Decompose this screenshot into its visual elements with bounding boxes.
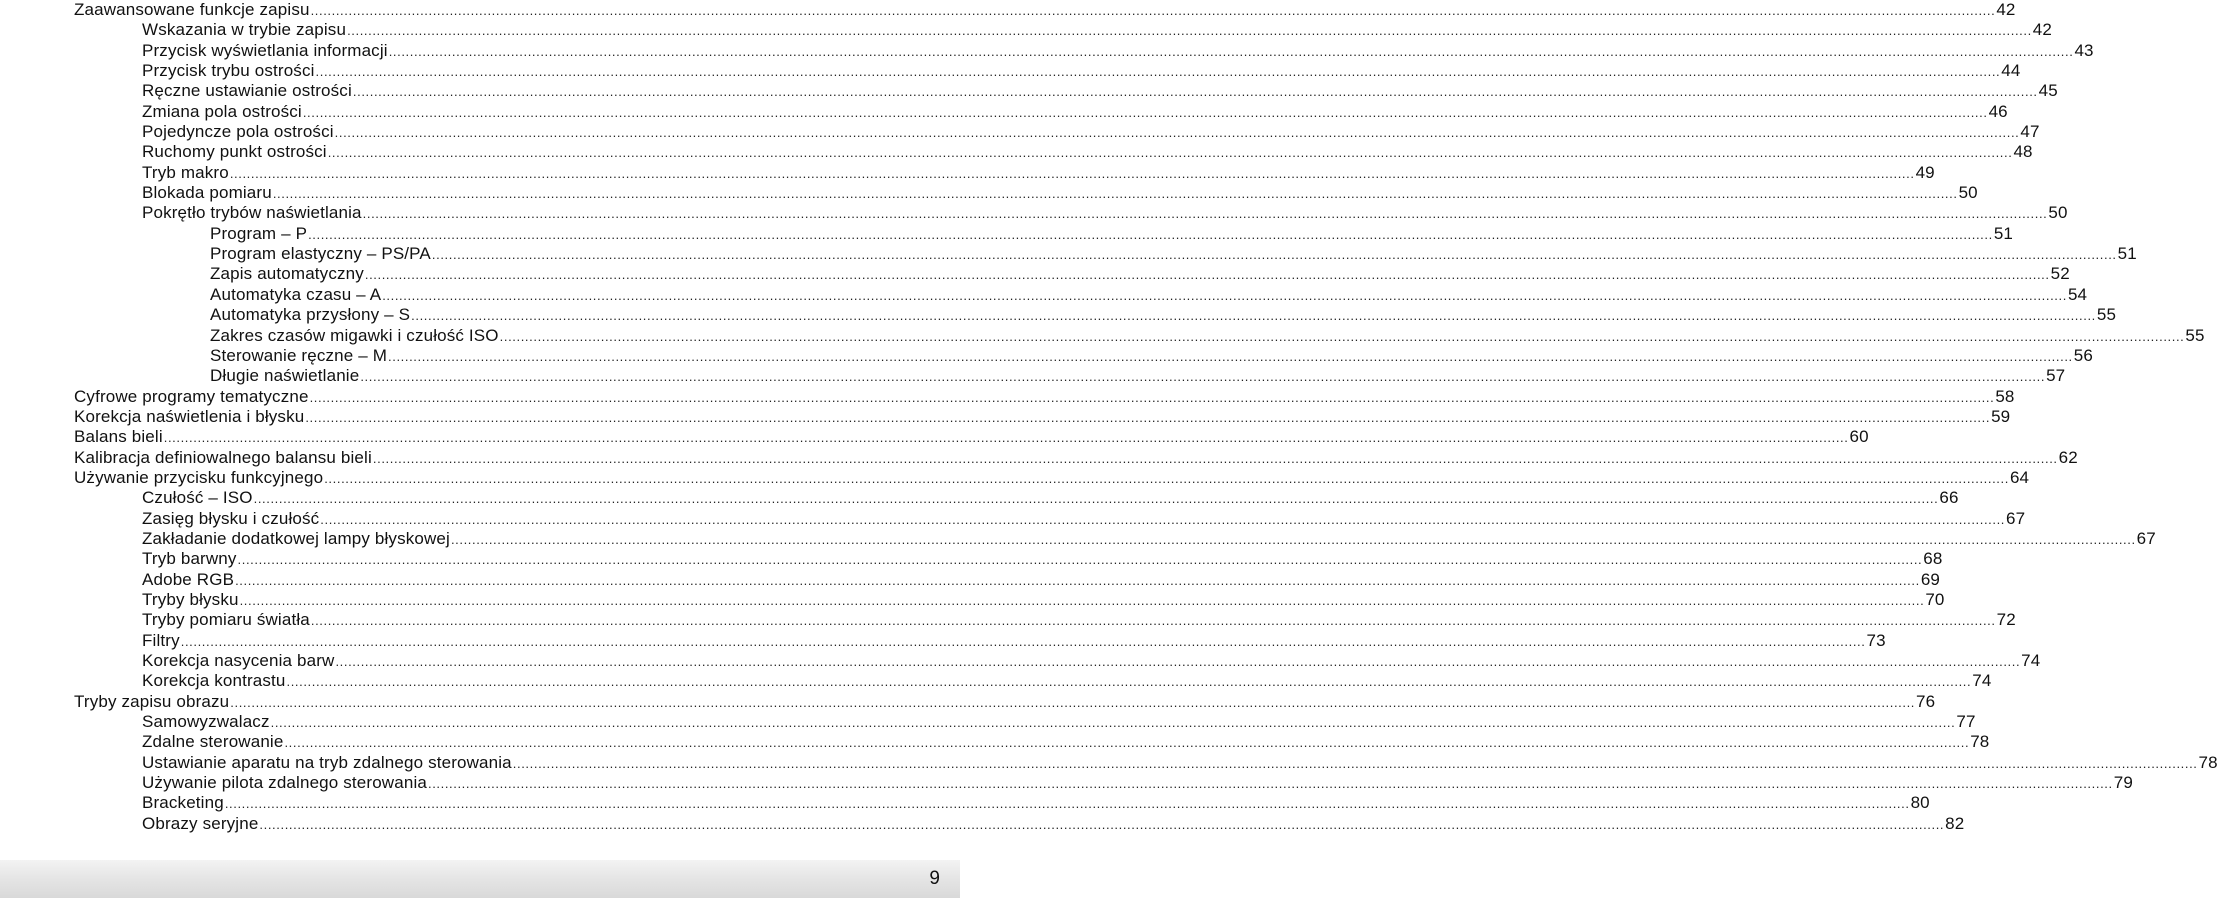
toc-entry[interactable] xyxy=(74,142,2033,162)
toc-entry-title: Korekcja nasycenia barw xyxy=(142,651,335,670)
toc-dot-leader: ................................................................................................................................................................................................................................................................................................................................................................................................................ xyxy=(229,165,1915,181)
toc-dot-leader: ................................................................................................................................................................................................................................................................................................................................................................................................................ xyxy=(180,633,1866,649)
toc-dot-leader: ................................................................................................................................................................................................................................................................................................................................................................................................................ xyxy=(427,776,2113,792)
toc-entry-title: Blokada pomiaru xyxy=(142,183,272,203)
toc-entry-page: 79 xyxy=(2113,773,2133,793)
toc-entry[interactable] xyxy=(74,305,2117,325)
toc-dot-leader: ................................................................................................................................................................................................................................................................................................................................................................................................................ xyxy=(237,552,1923,568)
toc-entry[interactable] xyxy=(74,427,1869,447)
toc-entry-title: Bracketing xyxy=(142,793,224,813)
toc-entry[interactable] xyxy=(74,447,2078,468)
toc-entry[interactable] xyxy=(74,223,2014,244)
toc-entry-title: Zaawansowane funkcje zapisu xyxy=(74,0,310,19)
toc-entry[interactable] xyxy=(74,793,1930,813)
toc-entry-page: 66 xyxy=(1939,488,1959,508)
toc-entry-page: 78 xyxy=(2198,752,2218,772)
toc-entry[interactable] xyxy=(74,264,2070,284)
toc-entry-page: 51 xyxy=(1993,223,2014,243)
toc-entry[interactable] xyxy=(74,569,1941,590)
toc-entry[interactable] xyxy=(74,712,1976,732)
toc-entry[interactable] xyxy=(74,81,2058,101)
toc-entry-title: Tryby zapisu obrazu xyxy=(74,691,230,711)
toc-entry-page: 74 xyxy=(2021,651,2041,670)
toc-dot-leader: ................................................................................................................................................................................................................................................................................................................................................................................................................ xyxy=(310,613,1996,629)
toc-entry-page: 62 xyxy=(2058,447,2078,467)
toc-entry-title: Samowyzwalacz xyxy=(142,712,270,732)
toc-entry[interactable] xyxy=(74,244,2137,264)
toc-entry-title: Zapis automatyczny xyxy=(210,264,364,284)
toc-entry[interactable] xyxy=(74,366,2066,386)
toc-dot-leader: ................................................................................................................................................................................................................................................................................................................................................................................................................ xyxy=(235,572,1920,588)
toc-dot-leader: ................................................................................................................................................................................................................................................................................................................................................................................................................ xyxy=(305,409,1991,425)
toc-entry[interactable] xyxy=(74,732,1990,752)
toc-entry[interactable] xyxy=(74,488,1959,508)
toc-entry[interactable] xyxy=(74,752,2218,773)
toc-dot-leader: ................................................................................................................................................................................................................................................................................................................................................................................................................ xyxy=(327,145,2013,161)
toc-entry-page: 42 xyxy=(2032,20,2053,40)
toc-entry-title: Wskazania w trybie zapisu xyxy=(142,20,347,40)
toc-dot-leader: ................................................................................................................................................................................................................................................................................................................................................................................................................ xyxy=(239,592,1925,608)
toc-entry-page: 43 xyxy=(2074,40,2094,60)
toc-dot-leader: ................................................................................................................................................................................................................................................................................................................................................................................................................ xyxy=(360,369,2046,385)
toc-entry[interactable] xyxy=(74,589,1945,610)
toc-entry-page: 74 xyxy=(1972,671,1992,691)
toc-entry-page: 80 xyxy=(1910,793,1930,813)
toc-entry-title: Adobe RGB xyxy=(142,569,235,589)
toc-dot-leader: ................................................................................................................................................................................................................................................................................................................................................................................................................ xyxy=(512,755,2198,771)
toc-dot-leader: ................................................................................................................................................................................................................................................................................................................................................................................................................ xyxy=(388,348,2073,364)
toc-entry-page: 50 xyxy=(2048,203,2068,223)
toc-entry-page: 48 xyxy=(2013,142,2033,162)
toc-entry[interactable] xyxy=(74,101,2008,122)
toc-entry-page: 45 xyxy=(2038,81,2058,101)
toc-entry[interactable] xyxy=(74,0,2016,20)
toc-entry-title: Pokrętło trybów naświetlania xyxy=(142,203,362,223)
table-of-contents xyxy=(74,0,2218,834)
toc-dot-leader: ................................................................................................................................................................................................................................................................................................................................................................................................................ xyxy=(310,3,1996,18)
toc-entry-page: 68 xyxy=(1923,549,1943,569)
toc-entry-title: Kalibracja definiowalnego balansu bieli xyxy=(74,447,372,467)
toc-entry-title: Ręczne ustawianie ostrości xyxy=(142,81,352,101)
toc-entry-title: Tryb barwny xyxy=(142,549,237,569)
toc-entry-page: 78 xyxy=(1970,732,1990,752)
toc-entry-title: Balans bieli xyxy=(74,427,163,447)
toc-dot-leader: ................................................................................................................................................................................................................................................................................................................................................................................................................ xyxy=(308,226,1993,242)
toc-dot-leader: ................................................................................................................................................................................................................................................................................................................................................................................................................ xyxy=(411,308,2096,324)
toc-entry-title: Ruchomy punkt ostrości xyxy=(142,142,327,162)
toc-entry[interactable] xyxy=(74,406,2011,427)
toc-dot-leader: ................................................................................................................................................................................................................................................................................................................................................................................................................ xyxy=(270,715,1956,731)
toc-entry-page: 67 xyxy=(2006,508,2026,528)
toc-entry-page: 67 xyxy=(2136,528,2156,548)
toc-entry[interactable] xyxy=(74,203,2068,223)
toc-entry-title: Zakładanie dodatkowej lampy błyskowej xyxy=(142,528,450,548)
toc-entry-page: 56 xyxy=(2073,345,2093,365)
page-number: 9 xyxy=(929,868,940,889)
toc-dot-leader: ................................................................................................................................................................................................................................................................................................................................................................................................................ xyxy=(499,328,2185,344)
toc-entry-title: Zdalne sterowanie xyxy=(142,732,284,752)
toc-entry[interactable] xyxy=(74,528,2156,549)
toc-entry[interactable] xyxy=(74,773,2133,793)
toc-entry-page: 64 xyxy=(2009,467,2030,487)
toc-dot-leader: ................................................................................................................................................................................................................................................................................................................................................................................................................ xyxy=(364,267,2050,283)
toc-entry-page: 58 xyxy=(1995,386,2015,406)
toc-entry-page: 69 xyxy=(1920,569,1941,589)
toc-entry-title: Korekcja kontrastu xyxy=(142,671,286,691)
toc-entry[interactable] xyxy=(74,549,1943,569)
toc-entry[interactable] xyxy=(74,183,1978,203)
toc-entry[interactable] xyxy=(74,813,1965,834)
toc-entry[interactable] xyxy=(74,630,1886,651)
toc-entry-page: 44 xyxy=(2001,61,2021,81)
toc-entry-title: Program – P xyxy=(210,223,308,243)
toc-entry-title: Długie naświetlanie xyxy=(210,366,360,386)
toc-entry[interactable] xyxy=(74,20,2053,40)
toc-entry-title: Automatyka czasu – A xyxy=(210,284,382,304)
toc-entry-page: 76 xyxy=(1916,691,1936,711)
toc-entry-page: 59 xyxy=(1991,406,2011,426)
toc-entry-title: Używanie przycisku funkcyjnego xyxy=(74,467,324,487)
toc-entry-page: 42 xyxy=(1996,0,2016,19)
toc-entry-title: Tryby błysku xyxy=(142,589,239,609)
toc-entry-page: 54 xyxy=(2067,284,2088,304)
toc-dot-leader: ................................................................................................................................................................................................................................................................................................................................................................................................................ xyxy=(372,450,2058,466)
toc-entry[interactable] xyxy=(74,651,2041,671)
toc-entry[interactable] xyxy=(74,162,1935,183)
toc-entry-title: Czułość – ISO xyxy=(142,488,253,508)
toc-entry-title: Program elastyczny – PS/PA xyxy=(210,244,431,264)
toc-entry-title: Zakres czasów migawki i czułość ISO xyxy=(210,325,499,345)
toc-entry[interactable] xyxy=(74,61,2021,81)
toc-entry[interactable] xyxy=(74,508,2026,529)
toc-dot-leader: ................................................................................................................................................................................................................................................................................................................................................................................................................ xyxy=(362,206,2048,222)
toc-dot-leader: ................................................................................................................................................................................................................................................................................................................................................................................................................ xyxy=(431,247,2117,263)
toc-entry[interactable] xyxy=(74,610,2016,630)
toc-dot-leader: ................................................................................................................................................................................................................................................................................................................................................................................................................ xyxy=(324,470,2009,486)
footer-band xyxy=(0,860,960,898)
toc-entry[interactable] xyxy=(74,386,2015,407)
toc-dot-leader: ................................................................................................................................................................................................................................................................................................................................................................................................................ xyxy=(334,125,2020,141)
toc-dot-leader: ................................................................................................................................................................................................................................................................................................................................................................................................................ xyxy=(224,796,1910,812)
toc-dot-leader: ................................................................................................................................................................................................................................................................................................................................................................................................................ xyxy=(230,694,1916,710)
toc-dot-leader: ................................................................................................................................................................................................................................................................................................................................................................................................................ xyxy=(382,287,2067,303)
toc-entry-page: 70 xyxy=(1925,589,1945,609)
toc-entry-page: 51 xyxy=(2117,244,2137,264)
toc-entry-title: Zmiana pola ostrości xyxy=(142,101,302,121)
toc-entry-title: Obrazy seryjne xyxy=(142,813,259,833)
toc-dot-leader: ................................................................................................................................................................................................................................................................................................................................................................................................................ xyxy=(309,389,1995,405)
toc-entry-page: 73 xyxy=(1866,630,1886,650)
toc-entry-title: Pojedyncze pola ostrości xyxy=(142,122,334,142)
toc-entry-title: Przycisk trybu ostrości xyxy=(142,61,315,81)
toc-entry[interactable] xyxy=(74,325,2205,346)
toc-entry-page: 72 xyxy=(1996,610,2016,630)
toc-entry-page: 46 xyxy=(1988,101,2008,121)
toc-entry-page: 77 xyxy=(1956,712,1976,732)
toc-dot-leader: ................................................................................................................................................................................................................................................................................................................................................................................................................ xyxy=(284,735,1970,751)
toc-entry-page: 52 xyxy=(2050,264,2070,284)
toc-entry-page: 49 xyxy=(1915,162,1935,182)
toc-entry-page: 47 xyxy=(2020,122,2040,142)
toc-entry[interactable] xyxy=(74,467,2030,488)
toc-entry[interactable] xyxy=(74,284,2088,305)
toc-entry-title: Przycisk wyświetlania informacji xyxy=(142,40,388,60)
toc-entry-title: Tryby pomiaru światła xyxy=(142,610,310,630)
toc-entry[interactable] xyxy=(74,122,2040,142)
toc-entry[interactable] xyxy=(74,345,2093,366)
toc-entry-title: Cyfrowe programy tematyczne xyxy=(74,386,309,406)
toc-dot-leader: ................................................................................................................................................................................................................................................................................................................................................................................................................ xyxy=(286,674,1972,690)
toc-entry-title: Używanie pilota zdalnego sterowania xyxy=(142,773,427,793)
toc-dot-leader: ................................................................................................................................................................................................................................................................................................................................................................................................................ xyxy=(388,43,2074,59)
toc-dot-leader: ................................................................................................................................................................................................................................................................................................................................................................................................................ xyxy=(320,511,2006,527)
toc-entry-title: Filtry xyxy=(142,630,180,650)
toc-entry-page: 57 xyxy=(2046,366,2066,386)
toc-entry-title: Korekcja naświetlenia i błysku xyxy=(74,406,305,426)
toc-dot-leader: ................................................................................................................................................................................................................................................................................................................................................................................................................ xyxy=(315,64,2001,80)
toc-entry-title: Automatyka przysłony – S xyxy=(210,305,411,325)
toc-dot-leader: ................................................................................................................................................................................................................................................................................................................................................................................................................ xyxy=(335,654,2021,669)
toc-dot-leader: ................................................................................................................................................................................................................................................................................................................................................................................................................ xyxy=(253,491,1939,507)
toc-entry[interactable] xyxy=(74,40,2094,61)
toc-entry-title: Zasięg błysku i czułość xyxy=(142,508,320,528)
toc-entry-title: Tryb makro xyxy=(142,162,229,182)
toc-entry-title: Ustawianie aparatu na tryb zdalnego sterowania xyxy=(142,752,512,772)
toc-entry-page: 55 xyxy=(2096,305,2117,325)
toc-entry[interactable] xyxy=(74,671,1992,691)
toc-dot-leader: ................................................................................................................................................................................................................................................................................................................................................................................................................ xyxy=(302,104,1988,120)
toc-entry-page: 50 xyxy=(1958,183,1978,203)
toc-entry[interactable] xyxy=(74,691,1936,712)
toc-entry-title: Sterowanie ręczne – M xyxy=(210,345,388,365)
toc-entry-page: 82 xyxy=(1945,813,1965,833)
toc-entry-page: 55 xyxy=(2185,325,2205,345)
toc-dot-leader: ................................................................................................................................................................................................................................................................................................................................................................................................................ xyxy=(347,23,2032,39)
toc-dot-leader: ................................................................................................................................................................................................................................................................................................................................................................................................................ xyxy=(450,531,2136,547)
toc-dot-leader: ................................................................................................................................................................................................................................................................................................................................................................................................................ xyxy=(163,430,1849,446)
toc-dot-leader: ................................................................................................................................................................................................................................................................................................................................................................................................................ xyxy=(272,186,1958,202)
toc-dot-leader: ................................................................................................................................................................................................................................................................................................................................................................................................................ xyxy=(259,816,1945,832)
toc-dot-leader: ................................................................................................................................................................................................................................................................................................................................................................................................................ xyxy=(352,84,2038,100)
toc-entry-page: 60 xyxy=(1849,427,1869,447)
